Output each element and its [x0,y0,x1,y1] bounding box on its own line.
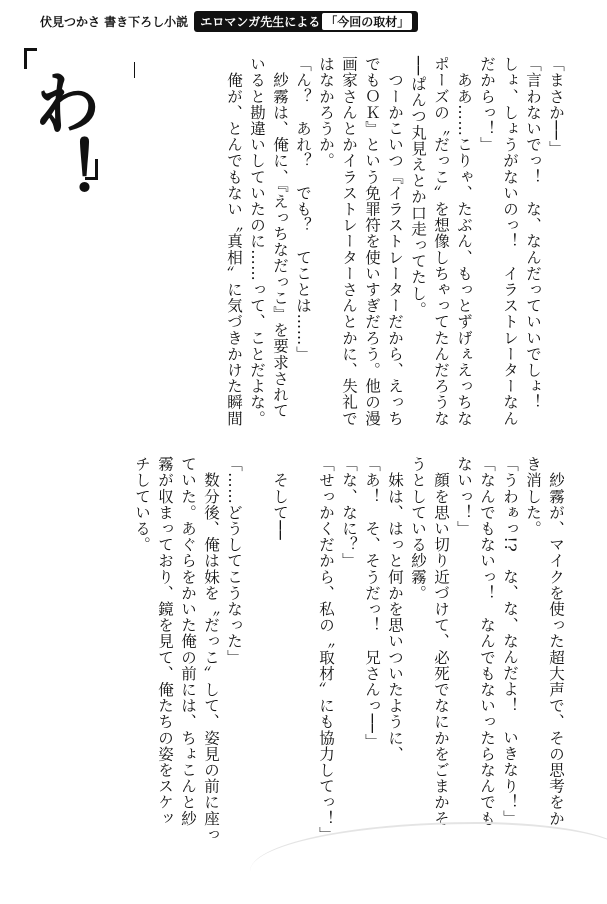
text-column: チしている。 [133,456,151,553]
text-column: 霧が収まっており、鏡を見て、俺たちの姿をスケッ [156,456,174,827]
text-column: うとしている紗霧。 [409,456,427,601]
text-column: 「なんでもないっ！ なんでもないったらなんでも [478,456,496,827]
text-column: 「せっかくだから、私の〝取材〟にも協力してっ！」 [317,456,335,843]
text-column: 「まさか──」 [547,56,565,157]
text-column: 紗霧が、マイクを使った超大声で、その思考をか [547,456,565,827]
text-column: き消した。 [524,456,542,537]
text-column: しょ、しょうがないのっ！ イラストレーターなん [501,56,519,427]
text-column: そして── [271,456,289,541]
episode-badge [194,11,418,32]
text-column: ないっ！」 [455,456,473,537]
text-column: ポーズの〝だっこ〟を想像しちゃってたんだろうな [432,56,450,427]
text-column [291,456,314,836]
text-column: 画家さんとかイラストレーターさんとかに、失礼で [340,56,358,427]
text-column: でもＯＫ』という免罪符を使いすぎだろう。他の漫 [363,56,381,427]
open-bracket-mark [24,48,37,69]
badge-boxed-text: 「今回の取材」 [322,13,412,30]
text-column [245,456,268,836]
text-column: はなかろうか。 [317,56,335,169]
badge-main-text: エロマンガ先生による [200,14,321,29]
text-block-bottom [130,456,567,843]
text-column: だからっ！」 [478,56,496,153]
text-column: いると勘違いしていたのに……って、ことだよな。 [248,56,266,427]
text-column: 妹は、はっと何かを思いついたように、 [386,456,404,762]
author-series-label: 伏見つかさ 書き下ろし小説 [40,14,189,29]
running-header [40,10,418,32]
text-column: 「うわぁっ!? な、な、なんだよ！ いきなり！」 [501,456,519,826]
title-emphasis-box [22,48,101,204]
text-column: 紗霧は、俺に、『えっちなだっこ』を要求されて [271,56,289,419]
text-block-top [222,56,567,436]
vertical-rule [134,62,135,78]
text-column: 「あ！ そ、そうだっ！ 兄さんっ──」 [363,456,381,750]
text-column: 「……どうしてこうなった」 [225,456,243,666]
text-column: ああ……こりゃ、たぶん、もっとずげぇえっちな [455,56,473,427]
text-column: ──ぱんつ丸見えとか口走ってたし。 [409,56,427,318]
text-column: 顔を思い切り近づけて、必死でなにかをごまかそ [432,456,450,827]
text-column: つーかこいつ『イラストレーターだから、えっち [386,56,404,427]
text-column: 「ん？ あれ？ でも？ てことは……」 [294,56,312,362]
text-column: 数分後、俺は妹を〝だっこ〟して、姿見の前に座っ [202,456,220,843]
text-column: 俺が、とんでもない〝真相〟に気づきかけた瞬間 [225,56,243,427]
text-column: 「言わないでっ！ な、なんだっていいでしょ！ [524,56,542,411]
text-column: 「な、なに？」 [340,456,358,569]
title-char: わ！ [22,68,101,204]
text-column: ていた。あぐらをかいた俺の前には、ちょこんと紗 [179,456,197,827]
